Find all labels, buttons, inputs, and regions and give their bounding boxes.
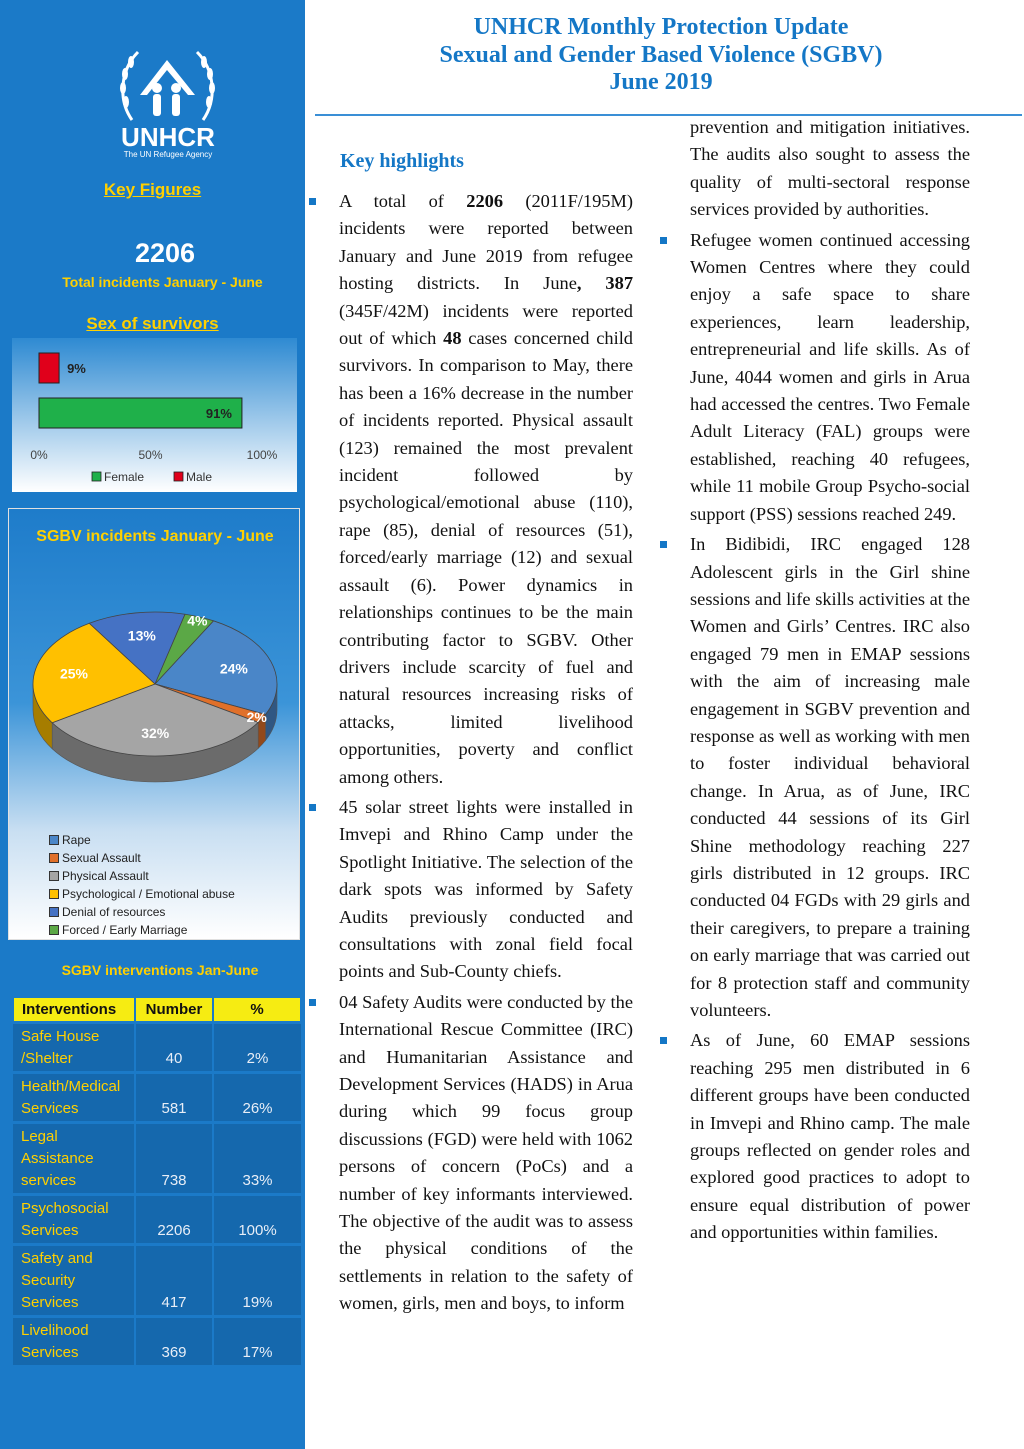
sex-of-survivors-chart xyxy=(12,338,297,492)
highlight-paragraph xyxy=(339,188,633,791)
intervention-percent: 17% xyxy=(213,1316,301,1365)
text-run: prevention and mitigation initiatives. The audits also sought to assess the quality of multi-sectoral response services provided by authorities. xyxy=(690,117,970,220)
intervention-percent: 33% xyxy=(213,1122,301,1194)
bullet-icon xyxy=(309,999,316,1006)
interventions-table xyxy=(12,996,302,1365)
interventions-title: SGBV interventions Jan-June xyxy=(61,962,259,978)
title-line-3: June 2019 xyxy=(609,69,713,95)
title-line-1: UNHCR Monthly Protection Update xyxy=(473,14,849,40)
legend-item xyxy=(49,921,235,939)
intervention-number: 2206 xyxy=(135,1194,213,1244)
sex-chart-svg xyxy=(12,338,297,492)
legend-swatch xyxy=(92,472,101,481)
pie-data-label: 32% xyxy=(141,724,170,741)
legend-item xyxy=(49,849,235,867)
pie-data-label: 2% xyxy=(246,708,267,725)
title-line-2: Sexual and Gender Based Violence (SGBV) xyxy=(439,41,883,68)
legend-label: Physical Assault xyxy=(62,869,149,883)
col-header-percent: % xyxy=(213,997,301,1022)
legend-label: Forced / Early Marriage xyxy=(62,923,188,937)
tick-label: 0% xyxy=(30,448,48,462)
text-run: A total of xyxy=(339,191,467,211)
legend-swatch xyxy=(49,889,59,899)
table-row xyxy=(13,1122,301,1194)
pie-data-label: 4% xyxy=(187,612,208,629)
text-run: cases concerned child survivors. In comparison to May, there has been a 16% decrease in the number of incidents reported. Physical assault (123) remained the most prevalent incident followed by psychological/emotional abuse (110), rape (85), denial of resources (51), forced/early marriage (12) and sexual assault (6). Power dynamics in relationships continues to be the main contributing factor to SGBV. Other drivers include scarcity of fuel and natural resources increasing risks of attacks, limited livelihood opportunities, poverty and conflict among others. xyxy=(339,328,633,787)
key-figures-heading: Key Figures xyxy=(103,180,202,199)
highlight-paragraph xyxy=(690,531,970,1024)
legend-label: Rape xyxy=(62,833,91,847)
intervention-name: Legal Assistance services xyxy=(13,1122,135,1194)
legend-item xyxy=(49,831,235,849)
bold-figure: 2206 xyxy=(466,191,504,211)
legend-swatch xyxy=(174,472,183,481)
pie-legend xyxy=(49,831,235,939)
bullet-icon xyxy=(309,198,316,205)
total-incidents-number: 2206 xyxy=(134,238,196,268)
pie-chart-title: SGBV incidents January - June xyxy=(36,528,274,545)
legend-swatch xyxy=(49,925,59,935)
legend-swatch xyxy=(49,871,59,881)
legend-item xyxy=(49,903,235,921)
legend-swatch xyxy=(49,907,59,917)
legend-label: Denial of resources xyxy=(62,905,166,919)
bullet-icon xyxy=(660,237,667,244)
total-incidents-label: Total incidents January - June xyxy=(62,274,263,290)
highlights-column-left xyxy=(339,188,633,1321)
bold-figure: 48 xyxy=(443,328,462,349)
sex-of-survivors-heading: Sex of survivors xyxy=(86,314,219,333)
highlight-paragraph xyxy=(339,989,633,1318)
sidebar xyxy=(0,0,305,1449)
text-run: 04 Safety Audits were conducted by the International Rescue Committee (IRC) and Humanitarian Assistance and Development Services (HADS) in Arua during which 99 focus group discussions (FGD) were held with 1062 persons of concern (PoCs) and a number of key informants interviewed. The objective of the audit was to assess the physical conditions of the settlements in relation to the safety of women, girls, men and boys, to inform xyxy=(339,991,633,1314)
intervention-name: Livelihood Services xyxy=(13,1316,135,1365)
intervention-percent: 100% xyxy=(213,1194,301,1244)
page-title xyxy=(320,14,1002,97)
table-row xyxy=(13,1316,301,1365)
pie-data-label: 24% xyxy=(219,660,248,677)
intervention-name: Safe House /Shelter xyxy=(13,1022,135,1072)
bullet-icon xyxy=(660,541,667,548)
text-run: In Bidibidi, IRC engaged 128 Adolescent girls in the Girl shine sessions and life skills activities at the Women and Girls’ Centres. IRC also engaged 79 men in EMAP sessions with the aim of increasing male engagement in SGBV prevention and response as well as working with men to foster individual behavioral change. In Arua, as of June, IRC conducted 44 sessions of its Girl Shine methodology reaching 227 girls distributed in 12 groups. IRC conducted 04 FGDs with 29 girls and their caregivers, to prepare a training on early marriage that was carried out for 8 protection staff and community volunteers. xyxy=(690,534,970,1020)
intervention-percent: 2% xyxy=(213,1022,301,1072)
table-row xyxy=(13,1194,301,1244)
intervention-name: Safety and Security Services xyxy=(13,1244,135,1316)
bullet-icon xyxy=(660,1037,667,1044)
legend-label: Female xyxy=(104,470,145,484)
highlight-paragraph-continued xyxy=(690,114,970,224)
highlights-column-right xyxy=(690,114,970,1250)
intervention-number: 417 xyxy=(135,1244,213,1316)
legend-swatch xyxy=(49,835,59,845)
intervention-number: 581 xyxy=(135,1072,213,1122)
legend-swatch xyxy=(49,853,59,863)
bullet-icon xyxy=(309,804,316,811)
table-row xyxy=(13,1022,301,1072)
legend-item xyxy=(49,885,235,903)
bar-male xyxy=(39,353,59,383)
key-highlights-heading: Key highlights xyxy=(340,150,464,172)
text-run: (2011F/195M) incidents were reported between January and June 2019 from refugee hosting districts. In June xyxy=(339,191,633,294)
tick-label: 50% xyxy=(138,448,163,462)
pie-data-label: 25% xyxy=(59,665,89,682)
intervention-number: 738 xyxy=(135,1122,213,1194)
bold-figure: , 387 xyxy=(576,273,634,294)
text-run: Refugee women continued accessing Women Centres where they could enjoy a safe space to share experiences, learn leadership, entrepreneurial and life skills. As of June, 4044 women and girls in Arua had accessed the centres. Two Female Adult Literacy (FAL) groups were established, reaching 40 refugees, while 11 mobile Group Psycho-social support (PSS) sessions reached 249. xyxy=(690,229,970,524)
legend-label: Male xyxy=(186,470,213,484)
tick-label: 100% xyxy=(246,448,278,462)
highlight-paragraph xyxy=(339,794,633,986)
col-header-interventions: Interventions xyxy=(13,997,135,1022)
intervention-number: 369 xyxy=(135,1316,213,1365)
pie-data-label: 13% xyxy=(127,627,156,644)
intervention-number: 40 xyxy=(135,1022,213,1072)
table-row xyxy=(13,1244,301,1316)
legend-label: Sexual Assault xyxy=(62,851,141,865)
highlight-paragraph xyxy=(690,227,970,528)
text-run: (345F/42M) incidents were reported out of which xyxy=(339,300,633,349)
logo-wordmark: UNHCR xyxy=(121,122,215,152)
highlight-paragraph xyxy=(690,1027,970,1246)
table-row xyxy=(13,1072,301,1122)
text-run: 45 solar street lights were installed in Imvepi and Rhino Camp under the Spotlight Initiative. The selection of the dark spots was informed by Safety Audits previously conducted and consultations with zonal field focal points and Sub-County chiefs. xyxy=(339,796,633,982)
col-header-number: Number xyxy=(135,997,213,1022)
sgbv-incidents-panel xyxy=(8,508,300,940)
intervention-percent: 19% xyxy=(213,1244,301,1316)
text-run: As of June, 60 EMAP sessions reaching 295 men distributed in 6 different groups have been conducted in Imvepi and Rhino camp. The male groups reflected on gender roles and explored good practices to adopt to ensure equal distribution of power and opportunities within families. xyxy=(690,1030,970,1243)
data-label: 9% xyxy=(67,361,86,376)
intervention-name: Psychosocial Services xyxy=(13,1194,135,1244)
table-header-row xyxy=(13,997,301,1022)
pie-chart-svg xyxy=(9,509,301,829)
legend-item xyxy=(49,867,235,885)
intervention-name: Health/Medical Services xyxy=(13,1072,135,1122)
legend-label: Psychological / Emotional abuse xyxy=(62,887,235,901)
intervention-percent: 26% xyxy=(213,1072,301,1122)
logo-tagline: The UN Refugee Agency xyxy=(123,150,213,159)
data-label: 91% xyxy=(205,406,232,421)
